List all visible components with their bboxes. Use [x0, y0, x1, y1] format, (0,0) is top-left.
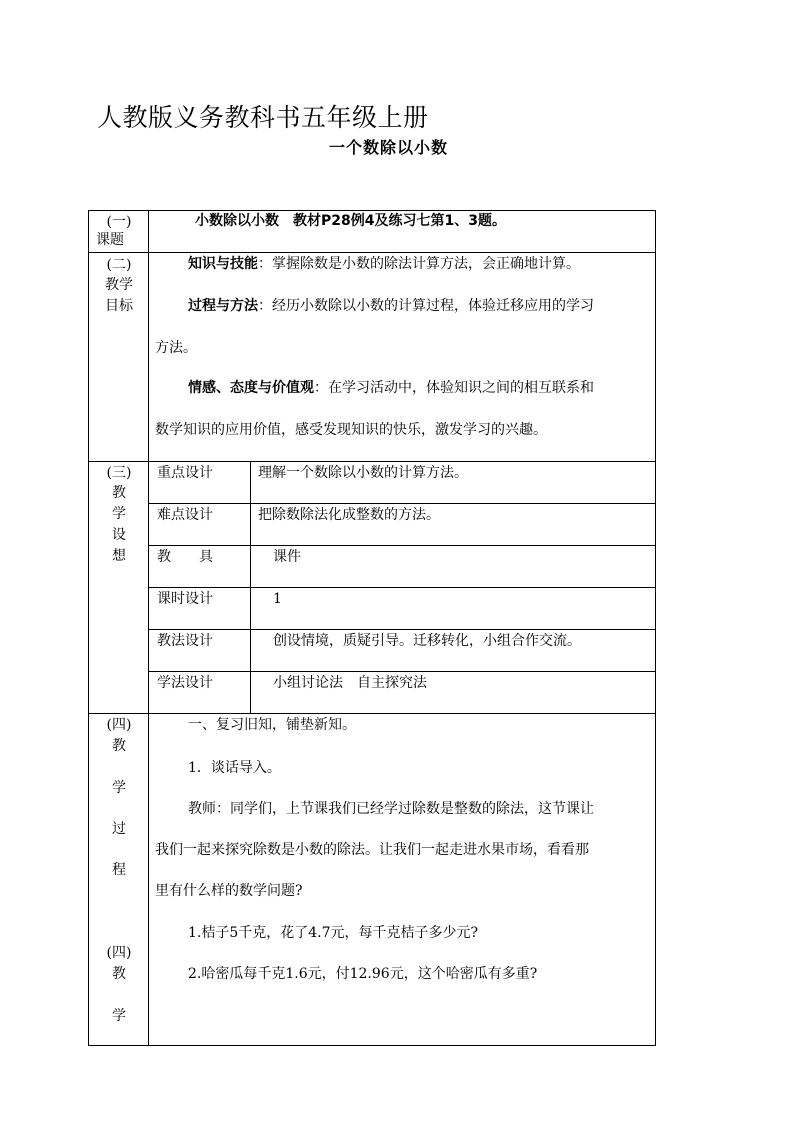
row-divider [148, 671, 656, 672]
section-1-label: (一) [106, 214, 132, 230]
section-2-label: (二) [106, 257, 132, 273]
section-2-label-title-2: 目标 [105, 298, 133, 314]
design-key: 课时设计 [157, 591, 213, 607]
section-4-label-repeat: (四) [106, 945, 132, 961]
objective-attitude-heading: 情感、态度与价值观 [188, 380, 314, 396]
design-value: 小组讨论法 自主探究法 [273, 675, 427, 691]
design-value: 理解一个数除以小数的计算方法。 [258, 465, 468, 481]
process-line: 我们一起来探究除数是小数的除法。让我们一起走进水果市场，看看那 [155, 842, 589, 858]
objective-attitude [188, 380, 594, 396]
section-divider [88, 713, 656, 714]
design-key: 重点设计 [157, 465, 213, 481]
design-key: 难点设计 [157, 507, 213, 523]
objective-process-text: ：经历小数除以小数的计算过程，体验迁移应用的学习 [258, 298, 594, 314]
process-question: 2.哈密瓜每千克1.6元，付12.96元，这个哈密瓜有多重? [188, 966, 538, 982]
row-divider [148, 629, 656, 630]
label-column-divider [148, 210, 149, 1046]
objective-process-heading: 过程与方法 [188, 298, 258, 314]
design-value: 课件 [273, 549, 301, 565]
section-2-label-title: 教学 [105, 277, 133, 293]
section-4-label-char: 教 [112, 738, 126, 754]
table-border-left [88, 210, 89, 1046]
section-4-label-char: 学 [112, 780, 126, 796]
table-border-top [88, 210, 656, 211]
lesson-title: 一个数除以小数 [329, 138, 449, 157]
process-line: 教师：同学们，上节课我们已经学过除数是整数的除法，这节课让 [188, 801, 594, 817]
design-key: 学法设计 [157, 675, 213, 691]
section-4-label-char: 程 [112, 862, 126, 878]
section-4-label-char: 教 [112, 966, 126, 982]
design-key: 教 具 [157, 549, 213, 565]
design-value: 把除数除法化成整数的方法。 [258, 507, 440, 523]
section-4-label: (四) [106, 717, 132, 733]
objective-attitude-text: ：在学习活动中，体验知识之间的相互联系和 [314, 380, 594, 396]
section-divider [88, 461, 656, 462]
section-1-label-title: 课题 [96, 232, 124, 248]
table-border-right [655, 210, 656, 1046]
design-value: 1 [273, 591, 282, 607]
section-1-content: 小数除以小数 教材P28例4及练习七第1、3题。 [195, 213, 506, 229]
row-divider [148, 545, 656, 546]
objective-process-continued: 方法。 [155, 340, 197, 356]
row-divider [148, 587, 656, 588]
objective-knowledge [188, 256, 580, 272]
process-heading: 一、复习旧知，铺垫新知。 [188, 717, 356, 733]
section-divider [88, 252, 656, 253]
objective-attitude-continued: 数学知识的应用价值，感受发现知识的快乐，激发学习的兴趣。 [155, 422, 547, 438]
design-key: 教法设计 [157, 633, 213, 649]
section-3-label-char: 想 [112, 548, 126, 564]
row-divider [148, 503, 656, 504]
process-line: 1．谈话导入。 [188, 760, 281, 776]
objective-process [188, 298, 594, 314]
table-border-bottom [88, 1045, 656, 1046]
section-3-label-char: 学 [112, 506, 126, 522]
section-3-label-char: 设 [112, 527, 126, 543]
objective-knowledge-text: ：掌握除数是小数的除法计算方法，会正确地计算。 [258, 256, 580, 272]
section-4-label-char: 学 [112, 1008, 126, 1024]
objective-knowledge-heading: 知识与技能 [188, 256, 258, 272]
document-title: 人教版义务教科书五年级上册 [97, 103, 429, 132]
process-question: 1.桔子5千克，花了4.7元，每千克桔子多少元? [188, 925, 479, 941]
process-line: 里有什么样的数学问题? [155, 883, 303, 899]
design-value: 创设情境，质疑引导。迁移转化，小组合作交流。 [273, 633, 581, 649]
section-3-label-char: 教 [112, 485, 126, 501]
section-3-label: (三) [106, 465, 132, 481]
section-4-label-char: 过 [112, 821, 126, 837]
